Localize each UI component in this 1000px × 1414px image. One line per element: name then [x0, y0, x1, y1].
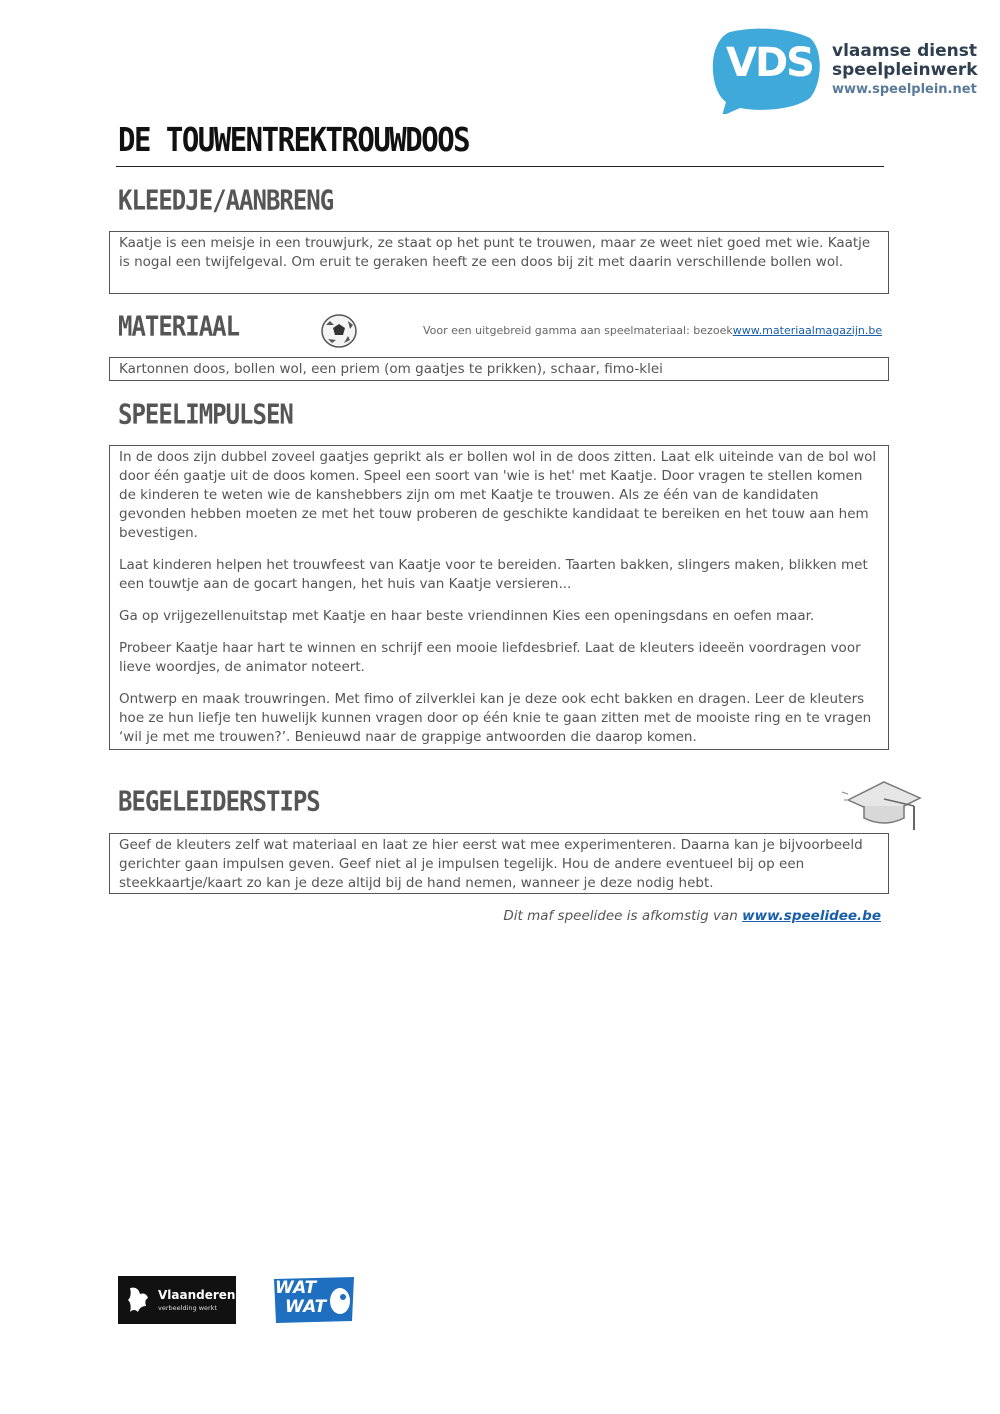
- vlaanderen-name: Vlaanderen: [158, 1288, 236, 1302]
- speelidee-link[interactable]: www.speelidee.be: [742, 908, 881, 924]
- heading-materiaal: MATERIAAL: [118, 310, 240, 343]
- credit-line: [503, 908, 881, 924]
- speelimpulsen-paragraph: Laat kinderen helpen het trouwfeest van Kaatje voor te bereiden. Taarten bakken, slingers maken, blikken met een touwtje aan de gocart hangen, het huis van Kaatje versieren...: [119, 557, 868, 592]
- graduation-cap-icon: [840, 776, 922, 834]
- speelimpulsen-box: [109, 445, 889, 750]
- materiaal-note: [423, 324, 882, 337]
- begeleiderstips-box: [109, 833, 889, 894]
- football-icon: [320, 313, 358, 349]
- org-line2: speelpleinwerk: [832, 60, 978, 80]
- title-divider: [116, 166, 884, 167]
- speelimpulsen-paragraph: Probeer Kaatje haar hart te winnen en schrijf een mooie liefdesbrief. Laat de kleuters ideeën voordragen voor lieve woordjes, de animator noteert.: [119, 640, 861, 675]
- org-url[interactable]: www.speelplein.net: [832, 82, 977, 97]
- kleedje-text: Kaatje is een meisje in een trouwjurk, ze staat op het punt te trouwen, maar ze weet niet goed met wie. Kaatje is nogal een twijfelgeval. Om eruit te geraken heeft ze een doos bij zit met daarin verschillende bollen wol.: [119, 235, 871, 270]
- vlaanderen-slogan: verbeelding werkt: [158, 1304, 217, 1312]
- heading-speelimpulsen: SPEELIMPULSEN: [118, 398, 293, 431]
- page-title: DE TOUWENTREKTROUWDOOS: [118, 120, 470, 160]
- kleedje-box: [109, 231, 889, 294]
- vds-logo: [710, 28, 978, 120]
- credit-prefix: Dit maf speelidee is afkomstig van: [503, 908, 743, 924]
- vds-org-name: [832, 42, 978, 99]
- materiaal-box: [109, 357, 889, 381]
- speelimpulsen-paragraph: Ga op vrijgezellenuitstap met Kaatje en haar beste vriendinnen Kies een openingsdans en oefen maar.: [119, 608, 815, 624]
- heading-kleedje: KLEEDJE/AANBRENG: [118, 184, 334, 217]
- begeleiderstips-text: Geef de kleuters zelf wat materiaal en laat ze hier eerst wat mee experimenteren. Daarna kan je bijvoorbeeld gerichter gaan impulsen geven. Geef niet al je impulsen tegelijk. Hou de andere eventueel bij op een steekkaartje/kaart zo kan je deze altijd bij de hand nemen, wanneer je deze nodig hebt.: [119, 837, 863, 891]
- materiaal-note-prefix: Voor een uitgebreid gamma aan speelmateriaal: bezoek: [423, 324, 733, 337]
- vlaanderen-logo: [118, 1276, 236, 1324]
- speelimpulsen-paragraph: Ontwerp en maak trouwringen. Met fimo of zilverklei kan je deze ook echt bakken en dragen. Leer de kleuters hoe ze hun liefje ten huwelijk kunnen vragen door op één knie te gaan zitten met de mooiste ring en te vragen ‘wil je met me trouwen?’. Benieuwd naar de grappige antwoorden die daarop komen.: [119, 691, 872, 745]
- watwat-text: [275, 1279, 326, 1317]
- flemish-lion-icon: [124, 1284, 152, 1316]
- watwat-logo: [272, 1277, 356, 1323]
- heading-begeleiderstips: BEGELEIDERSTIPS: [118, 785, 320, 818]
- org-line1: vlaamse dienst: [832, 41, 978, 61]
- wat-line2: WAT: [285, 1297, 327, 1317]
- materiaal-text: Kartonnen doos, bollen wol, een priem (om gaatjes te prikken), schaar, fimo-klei: [119, 361, 663, 377]
- materiaalmagazijn-link[interactable]: www.materiaalmagazijn.be: [732, 324, 883, 337]
- vds-logo-letters: VDS: [726, 40, 813, 86]
- speelimpulsen-paragraph: In de doos zijn dubbel zoveel gaatjes geprikt als er bollen wol in de doos zitten. Laat elk uiteinde van de bol wol door één gaatje uit de doos komen. Speel een soort van 'wie is het' met Kaatje. Door vragen te stellen komen de kinderen te weten wie de kanshebbers zijn om met Kaatje te trouwen. Als ze één van de kandidaten gevonden hebben moeten ze met het touw proberen de geschikte kandidaat te bereiken en het touw aan hem bevestigen.: [119, 449, 877, 541]
- wat-line1: WAT: [275, 1278, 317, 1298]
